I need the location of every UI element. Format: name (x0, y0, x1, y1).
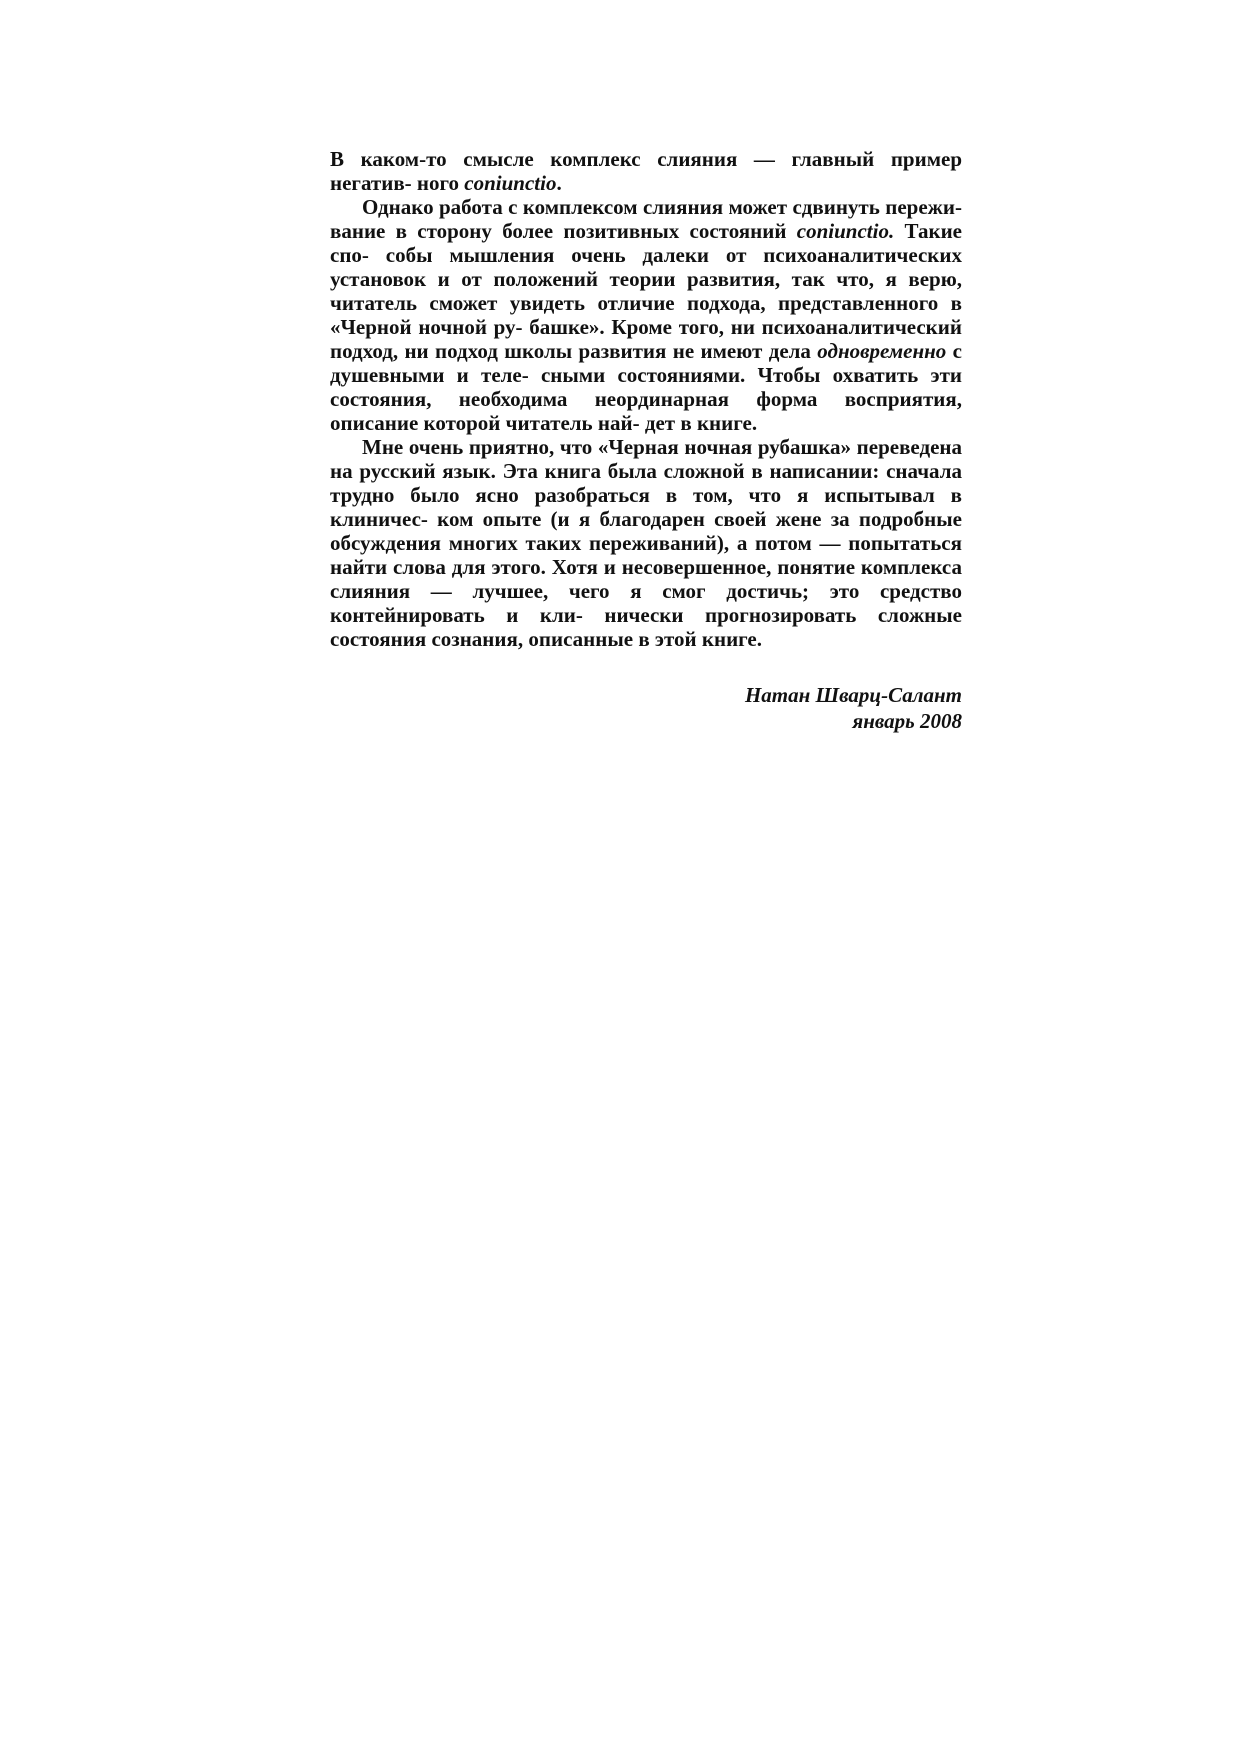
paragraph-3 (330, 435, 962, 651)
paragraph-2-italic-emphasis: одновременно (817, 339, 947, 363)
paragraph-2-text-c: с душевными и теле- сными состояниями. Чтобы охватить эти состояния, необходима неординарная форма восприятия, описание которой читатель най- дет в книге. (330, 339, 962, 435)
paragraph-2-italic-term: coniunctio. (796, 219, 895, 243)
signature-date: январь 2008 (852, 709, 962, 733)
body-text (330, 147, 962, 651)
paragraph-1-end: . (556, 171, 562, 195)
paragraph-2 (330, 195, 962, 435)
paragraph-1 (330, 147, 962, 195)
paragraph-1-text: В каком-то смысле комплекс слияния — главный пример негатив- ного (330, 147, 962, 195)
paragraph-3-text: Мне очень приятно, что «Черная ночная рубашка» переведена на русский язык. Эта книга была сложной в написании: сначала трудно было ясно разобраться в том, что я испытывал в клиничес- ком опыте (и я благодарен своей жене за подробные обсуждения многих таких переживаний), а потом — попытаться найти слова для этого. Хотя и несовершенное, понятие комплекса слияния — лучшее, чего я смог достичь; это средство контейнировать и кли- нически прогнозировать сложные состояния сознания, описанные в этой книге. (330, 435, 962, 651)
paragraph-2-text-b: Такие спо- собы мышления очень далеки от психоаналитических установок и от положений теории развития, так что, я верю, читатель сможет увидеть отличие подхода, представленного в «Черной ночной ру- башке». Кроме того, ни психоаналитический подход, ни подход школы развития не имеют дела (330, 219, 962, 363)
signature-author: Натан Шварц-Салант (744, 683, 962, 707)
paragraph-2-text-a: Однако работа с комплексом слияния может сдвинуть пережи- вание в сторону более позитивных состояний (330, 195, 962, 243)
paragraph-1-italic-term: coniunctio (464, 171, 557, 195)
signature-block (600, 682, 962, 734)
